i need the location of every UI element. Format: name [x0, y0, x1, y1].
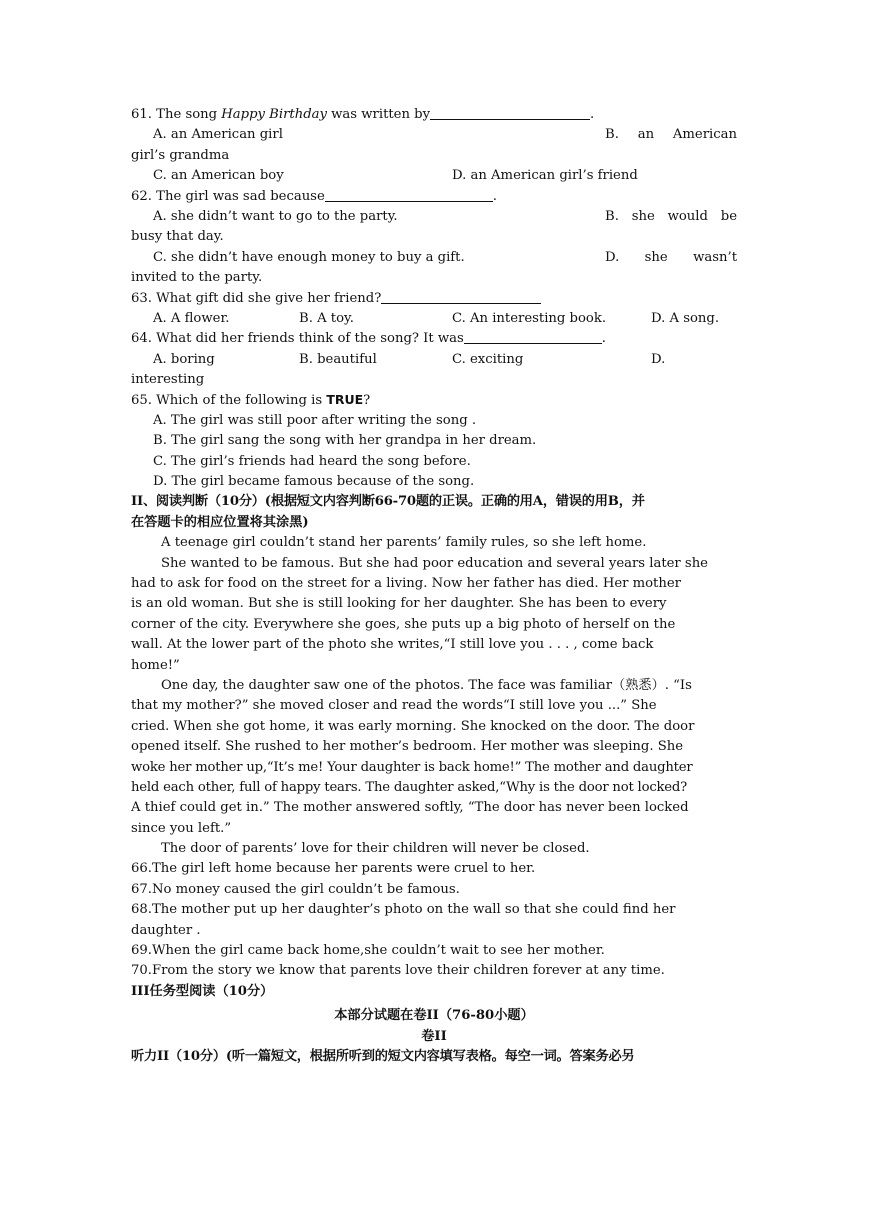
q61-stem-start: 61. The song [131, 107, 222, 122]
passage-line: is an old woman. But she is still looking for her daughter. She has been to every [131, 596, 667, 612]
statement-68-cont: daughter . [131, 922, 201, 938]
question-61 [131, 105, 737, 125]
q62-option-c: C. she didn’t have enough money to buy a gift. [153, 249, 465, 265]
q64-option-d-cont: interesting [131, 372, 205, 388]
option-d-letter: D. [605, 249, 620, 265]
q64-period: . [601, 331, 606, 347]
q62-option-d-cont: invited to the party. [131, 270, 263, 286]
q61-options-row1 [131, 125, 737, 145]
song-title: Happy Birthday [221, 107, 327, 122]
question-63 [131, 289, 737, 309]
q65-option-d: D. The girl became famous because of the song. [153, 474, 475, 490]
q61-option-b-cont: girl’s grandma [131, 147, 230, 163]
q61-option-b [605, 125, 737, 145]
option-b-word: an [637, 127, 655, 143]
question-64 [131, 329, 737, 349]
statement-70: 70.From the story we know that parents love their children forever at any time. [131, 963, 665, 979]
q65-stem-emphasis: TRUE [326, 392, 364, 408]
q61-period: . [590, 107, 595, 122]
q62-options-row1 [131, 207, 737, 227]
question-65 [131, 390, 737, 410]
q64-options [131, 350, 737, 370]
passage-line: She wanted to be famous. But she had poor education and several years later she [161, 555, 708, 571]
option-b-word: American [672, 127, 737, 143]
q61-stem-end: was written by [326, 107, 431, 122]
passage-line: woke her mother up,“It’s me! Your daughter is back home!” The mother and daughter [131, 759, 693, 775]
option-d-word: she [644, 249, 668, 265]
q61-option-d: D. an American girl’s friend [452, 168, 638, 184]
section-2-heading: II、阅读判断（10分）(根据短文内容判断66-70题的正误。正确的用A，错误的用B，并 [131, 494, 645, 510]
passage-line: home!” [131, 657, 180, 673]
q62-option-a: A. she didn’t want to go to the party. [153, 208, 398, 224]
passage-line: corner of the city. Everywhere she goes, she puts up a big photo of herself on the [131, 616, 676, 632]
q63-option-c: C. An interesting book. [452, 310, 607, 326]
q65-stem-end: ? [363, 393, 371, 409]
q61-option-c: C. an American boy [153, 168, 284, 184]
q65-stem: 65. Which of the following is [131, 393, 327, 409]
answer-blank [325, 187, 493, 202]
passage-line: wall. At the lower part of the photo she writes,“I still love you . . . , come back [131, 637, 654, 653]
q63-option-d: D. A song. [651, 310, 720, 326]
q62-options-row2 [131, 248, 737, 268]
passage-line: cried. When she got home, it was early morning. She knocked on the door. The door [131, 718, 695, 734]
answer-blank [381, 289, 541, 304]
q64-stem: 64. What did her friends think of the song? It was [131, 331, 464, 347]
q62-stem: 62. The girl was sad because [131, 188, 325, 204]
passage-line: A teenage girl couldn’t stand her parents’ family rules, so she left home. [161, 535, 647, 551]
passage-line: held each other, full of happy tears. The daughter asked,“Why is the door not locked? [131, 779, 688, 795]
answer-blank [464, 329, 602, 344]
q61-options-row2 [131, 166, 737, 186]
option-b-word: she [631, 208, 655, 224]
section-3-heading: III任务型阅读（10分） [131, 983, 274, 999]
q63-option-b: B. A toy. [299, 310, 354, 326]
q63-options [131, 309, 737, 329]
q65-option-c: C. The girl’s friends had heard the song before. [153, 453, 471, 469]
option-d-word: wasn’t [693, 249, 737, 265]
passage-line: that my mother?” she moved closer and read the words“I still love you ...” She [131, 698, 657, 714]
volume-2-title: 卷II [421, 1028, 447, 1044]
q62-option-b-cont: busy that day. [131, 229, 224, 245]
q64-option-b: B. beautiful [299, 351, 377, 367]
statement-67: 67.No money caused the girl couldn’t be famous. [131, 881, 460, 897]
q62-period: . [492, 188, 497, 204]
answer-blank [430, 105, 590, 120]
q64-option-a: A. boring [153, 351, 215, 367]
content-column [131, 105, 737, 1067]
section-2-heading-cont: 在答题卡的相应位置将其涂黑) [131, 514, 309, 530]
statement-69: 69.When the girl came back home,she couldn’t wait to see her mother. [131, 943, 605, 959]
q63-stem: 63. What gift did she give her friend? [131, 290, 382, 306]
q65-option-b: B. The girl sang the song with her grandpa in her dream. [153, 433, 537, 449]
q62-option-b [605, 207, 737, 227]
passage-line: since you left.” [131, 820, 232, 836]
q62-option-d [605, 248, 737, 268]
q65-option-a: A. The girl was still poor after writing the song . [153, 412, 477, 428]
option-b-letter: B. [605, 208, 619, 224]
option-b-letter: B. [605, 127, 619, 143]
q61-option-a: A. an American girl [153, 127, 283, 143]
option-b-word: be [720, 208, 737, 224]
q64-option-d: D. [651, 351, 666, 367]
listening-2-heading: 听力II（10分）(听一篇短文，根据所听到的短文内容填写表格。每空一词。答案务必另 [131, 1048, 635, 1064]
part-note: 本部分试题在卷II（76-80小题） [334, 1008, 534, 1024]
passage-line: The door of parents’ love for their children will never be closed. [161, 841, 590, 857]
q64-option-c: C. exciting [452, 351, 524, 367]
passage-line: One day, the daughter saw one of the photos. The face was familiar（熟悉）. “Is [161, 677, 692, 693]
passage-line: A thief could get in.” The mother answered softly, “The door has never been locked [131, 800, 689, 816]
question-62 [131, 187, 737, 207]
q63-option-a: A. A flower. [153, 310, 230, 326]
statement-68: 68.The mother put up her daughter’s photo on the wall so that she could find her [131, 902, 676, 918]
option-b-word: would [667, 208, 708, 224]
passage-line: opened itself. She rushed to her mother’s bedroom. Her mother was sleeping. She [131, 739, 684, 755]
statement-66: 66.The girl left home because her parents were cruel to her. [131, 861, 536, 877]
passage-line: had to ask for food on the street for a living. Now her father has died. Her mother [131, 575, 681, 591]
